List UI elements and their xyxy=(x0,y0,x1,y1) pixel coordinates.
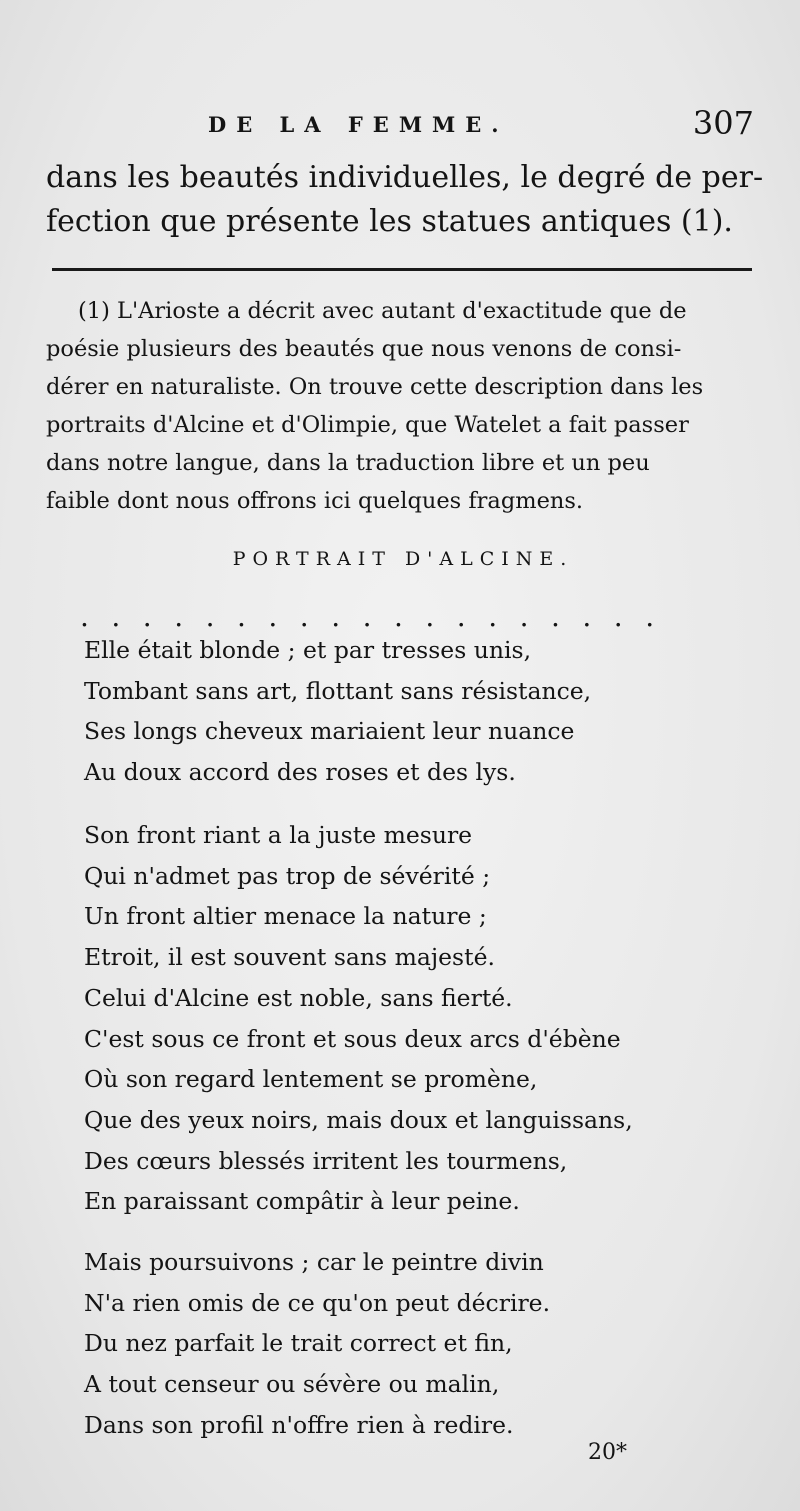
footnote xyxy=(46,292,758,520)
verse-line: Dans son profil n'offre rien à redire. xyxy=(84,1410,514,1439)
verse-line: Tombant sans art, flottant sans résistance, xyxy=(84,676,592,705)
poem-stanza xyxy=(84,630,764,793)
verse-line: A tout censeur ou sévère ou malin, xyxy=(84,1370,500,1399)
poem-stanza xyxy=(84,815,764,1222)
poem-title: PORTRAIT D'ALCINE. xyxy=(232,548,574,570)
verse-line: Au doux accord des roses et des lys. xyxy=(84,758,516,787)
verse-line: Ses longs cheveux mariaient leur nuance xyxy=(84,717,575,746)
footnote-line: dérer en naturaliste. On trouve cette description dans les xyxy=(46,374,704,400)
text-line: fection que présente les statues antiques (1). xyxy=(46,204,733,239)
verse-line: Des cœurs blessés irritent les tourmens, xyxy=(84,1146,568,1175)
page-number: 307 xyxy=(692,104,754,142)
verse-line: Son front riant a la juste mesure xyxy=(84,821,473,849)
page-header xyxy=(48,104,758,154)
main-text xyxy=(46,156,764,244)
verse-line: Elle était blonde ; et par tresses unis, xyxy=(84,636,532,664)
verse-line: N'a rien omis de ce qu'on peut décrire. xyxy=(84,1288,551,1317)
footnote-marker: (1) xyxy=(78,298,110,324)
footnote-line: faible dont nous offrons ici quelques fragmens. xyxy=(46,488,584,514)
footnote-rule xyxy=(52,268,752,271)
footnote-line: portraits d'Alcine et d'Olimpie, que Watelet a fait passer xyxy=(46,412,689,438)
verse-line: Un front altier menace la nature ; xyxy=(84,902,487,931)
footnote-line: poésie plusieurs des beautés que nous venons de consi- xyxy=(46,336,682,362)
verse-line: Du nez parfait le trait correct et fin, xyxy=(84,1329,513,1358)
footnote-line xyxy=(46,292,758,330)
verse-line: C'est sous ce front et sous deux arcs d'ébène xyxy=(84,1024,621,1053)
verse-line: Etroit, il est souvent sans majesté. xyxy=(84,943,495,972)
signature-mark: 20* xyxy=(588,1440,627,1465)
poem-stanza xyxy=(84,1242,764,1446)
footnote-line: dans notre langue, dans la traduction libre et un peu xyxy=(46,450,650,476)
verse-line: Que des yeux noirs, mais doux et languissans, xyxy=(84,1105,633,1134)
ellipsis-dots: ................... xyxy=(80,600,677,633)
verse-line: Qui n'admet pas trop de sévérité ; xyxy=(84,861,491,890)
verse-line: Mais poursuivons ; car le peintre divin xyxy=(84,1248,544,1276)
footnote-text: L'Arioste a décrit avec autant d'exactitude que de xyxy=(117,298,687,324)
running-head: DE LA FEMME. xyxy=(208,112,509,137)
verse-line: Celui d'Alcine est noble, sans fierté. xyxy=(84,983,513,1012)
verse-line: En paraissant compâtir à leur peine. xyxy=(84,1187,520,1216)
verse-line: Où son regard lentement se promène, xyxy=(84,1065,538,1094)
text-line: dans les beautés individuelles, le degré de per- xyxy=(46,160,764,195)
